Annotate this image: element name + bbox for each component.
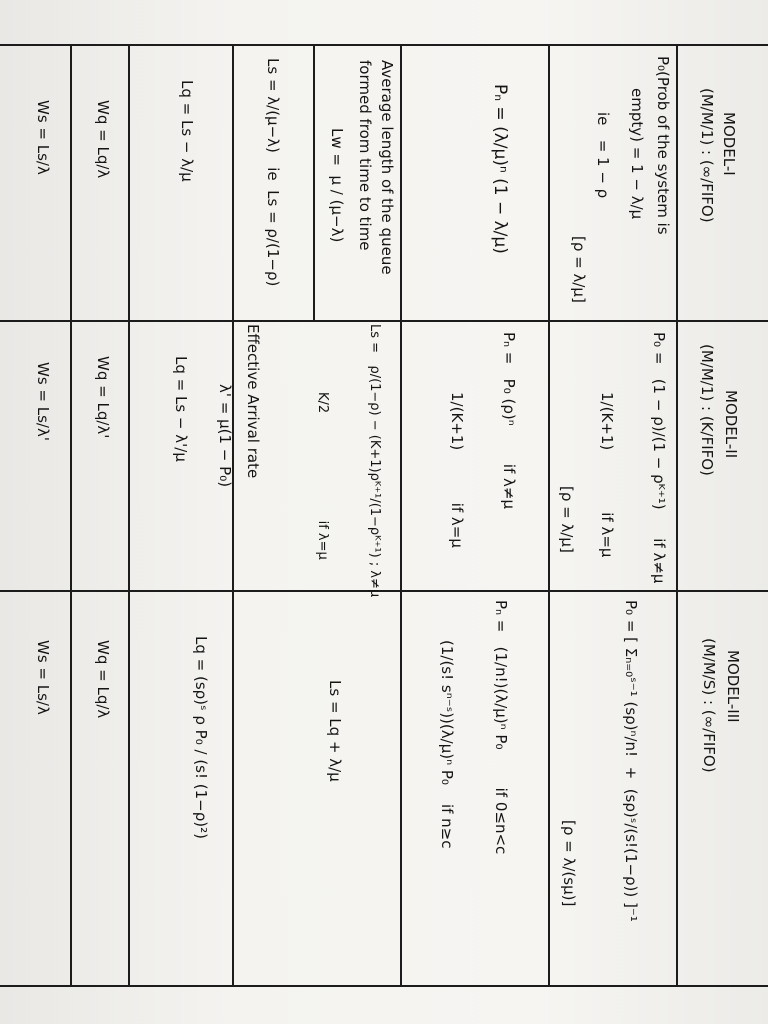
grid-line-top <box>0 44 768 46</box>
model3-ws: Ws = Ls/λ <box>34 640 52 715</box>
model1-lw-text1: Average length of the queue <box>378 60 396 275</box>
grid-line-row-ls <box>400 44 402 985</box>
model2-ls-b: K/2 if λ=μ <box>315 392 330 560</box>
model2-eff: λ' = μ(1 − P₀) <box>216 384 234 488</box>
model1-p0-label: P₀(Prob of the system is <box>654 56 672 235</box>
model2-title: MODEL-II <box>722 390 740 459</box>
model2-pn-b: 1/(K+1) if λ=μ <box>448 392 466 548</box>
model1-title: MODEL-I <box>720 112 738 176</box>
model2-notation: (M/M/1) : (K/FIFO) <box>698 344 716 476</box>
grid-line-row-p0 <box>676 44 678 985</box>
model2-p0-a: P₀ = (1 − ρ)/(1 − ρᴷ⁺¹) if λ≠μ <box>650 332 668 584</box>
model2-lq: Lq = Ls − λ'/μ <box>172 356 190 462</box>
model2-p0-b: 1/(K+1) if λ=μ <box>598 392 616 558</box>
grid-line-row-ws <box>70 44 72 985</box>
model1-lw-text2: formed from time to time <box>356 60 374 251</box>
model3-pn-a: Pₙ = (1/n!)(λ/μ)ⁿ P₀ if 0≤n<c <box>492 600 510 855</box>
grid-line-row-lq <box>232 44 234 985</box>
grid-line-col1 <box>0 320 768 322</box>
grid-line-bottom <box>0 985 768 987</box>
model1-notation: (M/M/1) : (∞/FIFO) <box>698 88 716 223</box>
model2-ws: Ws = Ls/λ' <box>34 362 52 441</box>
model3-title: MODEL-III <box>724 650 742 723</box>
model1-ls: Ls = λ/(μ−λ) ie Ls = ρ/(1−ρ) <box>264 58 282 287</box>
model1-p0-ie: ie = 1 − ρ <box>594 112 612 199</box>
model2-pn-a: Pₙ = P₀ (ρ)ⁿ if λ≠μ <box>500 332 518 510</box>
model1-wq: Wq = Lq/λ <box>94 100 112 179</box>
model1-p0-label2: empty) = 1 − λ/μ <box>628 88 646 220</box>
model3-rho: [ρ = λ/(sμ)] <box>560 820 578 907</box>
model3-wq: Wq = Lq/λ <box>94 640 112 719</box>
model3-notation: (M/M/S) : (∞/FIFO) <box>700 638 718 773</box>
model2-eff-title: Effective Arrival rate <box>244 324 262 479</box>
model2-rho: [ρ = λ/μ] <box>558 486 576 553</box>
model2-wq: Wq = Lq/λ' <box>94 356 112 439</box>
grid-line-row-pn <box>548 44 550 985</box>
model2-ls-a: Ls = ρ/(1−ρ) − (K+1)ρᴷ⁺¹/(1−ρᴷ⁺¹) ; λ≠μ <box>367 324 382 598</box>
model3-lq: Lq = (sρ)ˢ ρ P₀ / (s! (1−ρ)²) <box>192 636 210 839</box>
grid-line-row-lw <box>313 44 315 320</box>
model1-lw: Lw = μ / (μ−λ) <box>328 128 346 243</box>
model1-pn: Pₙ = (λ/μ)ⁿ (1 − λ/μ) <box>490 84 510 254</box>
model1-lq: Lq = Ls − λ/μ <box>178 80 196 182</box>
grid-line-col2 <box>0 590 768 592</box>
model3-p0: P₀ = [ Σₙ₌₀ˢ⁻¹ (sρ)ⁿ/n! + (sρ)ˢ/(s!(1−ρ)) ]⁻¹ <box>622 600 640 922</box>
model1-ws: Ws = Ls/λ <box>34 100 52 175</box>
model3-pn-b: (1/(s! sⁿ⁻ˢ))(λ/μ)ⁿ P₀ if n≥c <box>438 640 456 849</box>
model3-ls: Ls = Lq + λ/μ <box>326 680 344 782</box>
model1-rho: [ρ = λ/μ] <box>570 236 588 303</box>
grid-line-row-wq <box>128 44 130 985</box>
